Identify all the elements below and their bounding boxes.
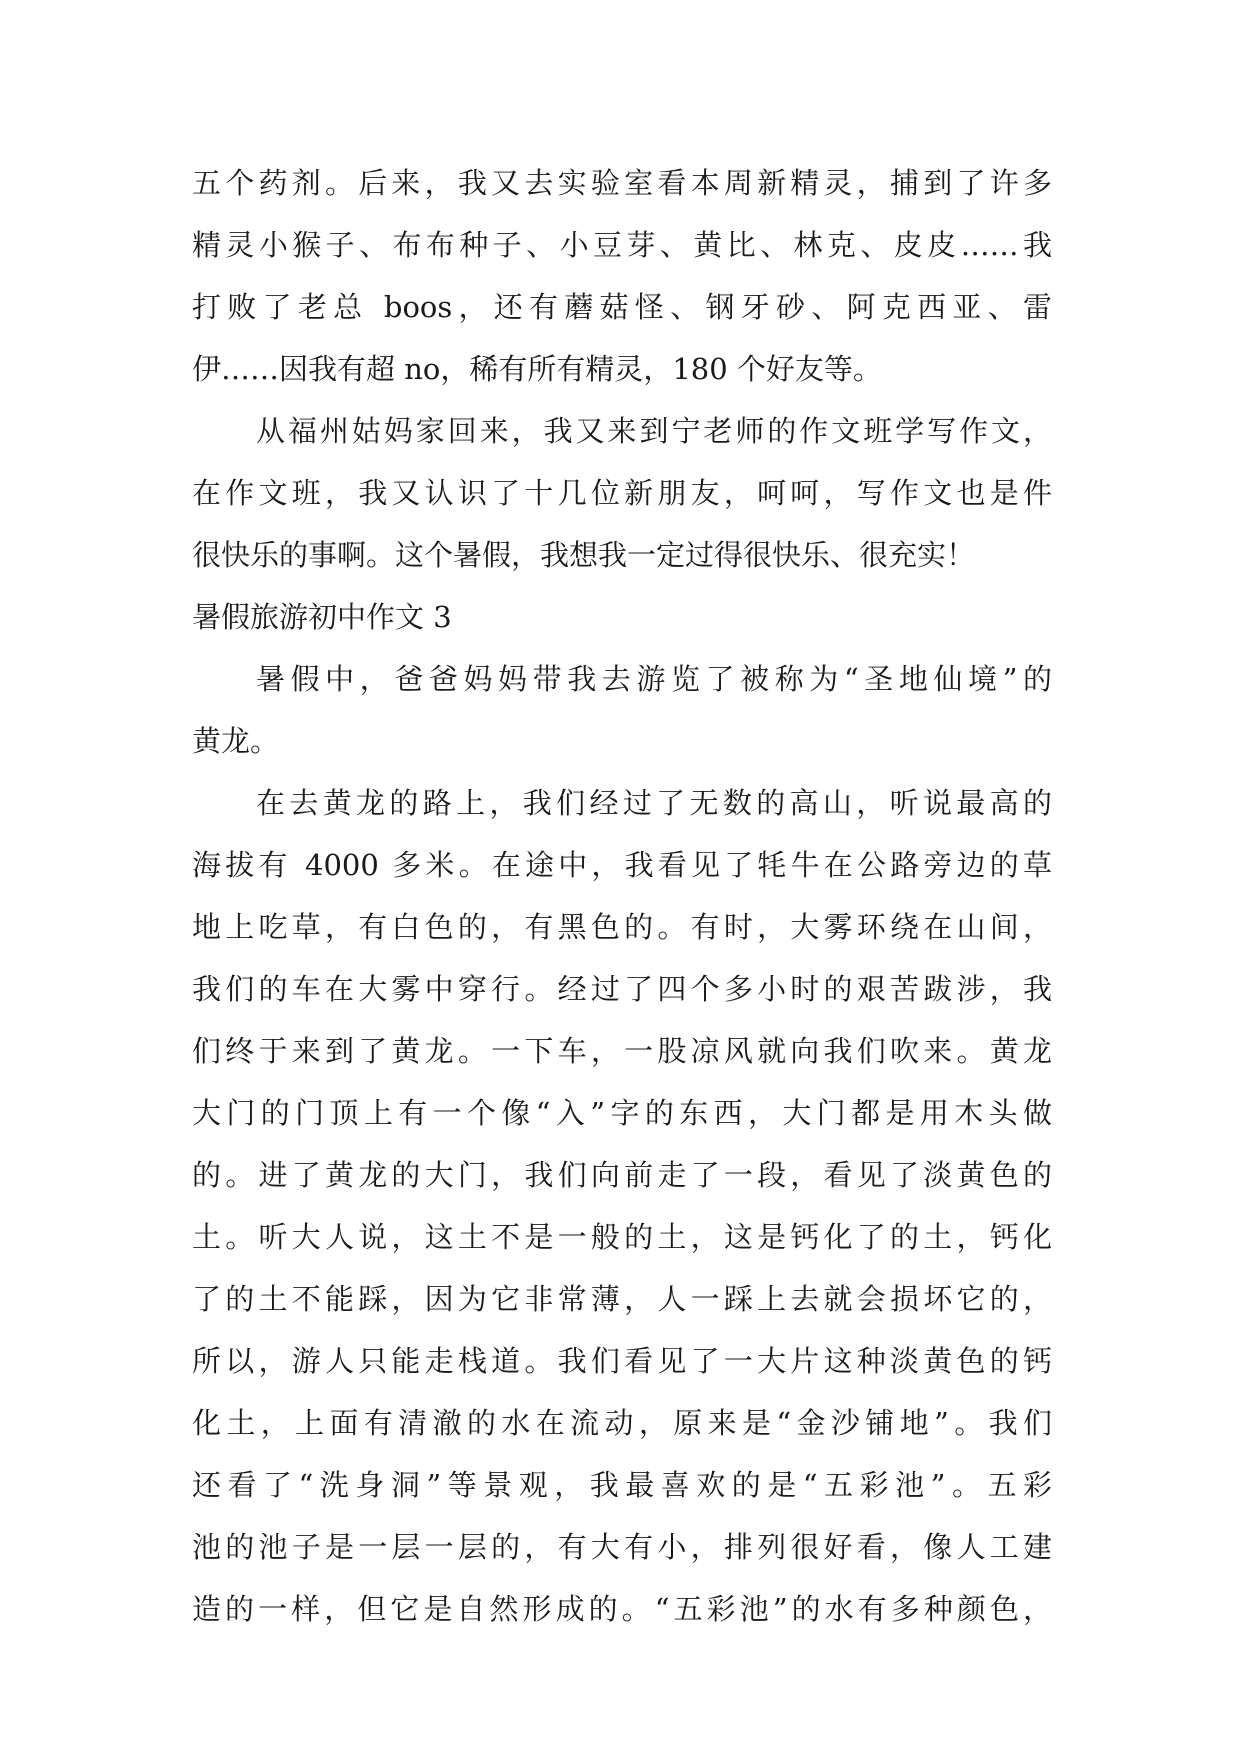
document-body — [192, 152, 1052, 1640]
text-line: 了的土不能踩，因为它非常薄，人一踩上去就会损坏它的， — [192, 1282, 1052, 1316]
section-heading: 暑假旅游初中作文 3 — [192, 600, 452, 634]
text-line: 很快乐的事啊。这个暑假，我想我一定过得很快乐、很充实！ — [192, 538, 976, 572]
text-line: 在作文班，我又认识了十几位新朋友，呵呵，写作文也是件 — [192, 476, 1052, 510]
text-line: 土。听大人说，这土不是一般的土，这是钙化了的土，钙化 — [192, 1220, 1052, 1254]
text-line: 池的池子是一层一层的，有大有小，排列很好看，像人工建 — [192, 1530, 1052, 1564]
text-line: 精灵小猴子、布布种子、小豆芽、黄比、林克、皮皮……我 — [192, 228, 1052, 262]
text-line: 黄龙。 — [192, 724, 280, 758]
text-line: 造的一样，但它是自然形成的。“五彩池”的水有多种颜色， — [192, 1592, 1052, 1626]
text-line: 还看了“洗身洞”等景观，我最喜欢的是“五彩池”。五彩 — [192, 1468, 1052, 1502]
paragraph-first-line: 从福州姑妈家回来，我又来到宁老师的作文班学写作文， — [256, 414, 1052, 448]
text-line: 海拔有 4000 多米。在途中，我看见了牦牛在公路旁边的草 — [192, 848, 1052, 882]
text-line: 伊……因我有超 no，稀有所有精灵，180 个好友等。 — [192, 352, 882, 386]
text-line: 大门的门顶上有一个像“入”字的东西，大门都是用木头做 — [192, 1096, 1052, 1130]
text-line: 的。进了黄龙的大门，我们向前走了一段，看见了淡黄色的 — [192, 1158, 1052, 1192]
text-line: 们终于来到了黄龙。一下车，一股凉风就向我们吹来。黄龙 — [192, 1034, 1052, 1068]
paragraph-first-line: 暑假中，爸爸妈妈带我去游览了被称为“圣地仙境”的 — [256, 662, 1052, 696]
text-line: 化土，上面有清澈的水在流动，原来是“金沙铺地”。我们 — [192, 1406, 1052, 1440]
text-line: 我们的车在大雾中穿行。经过了四个多小时的艰苦跋涉，我 — [192, 972, 1052, 1006]
text-line: 五个药剂。后来，我又去实验室看本周新精灵，捕到了许多 — [192, 166, 1052, 200]
text-line: 打败了老总 boos，还有蘑菇怪、钢牙砂、阿克西亚、雷 — [192, 290, 1052, 324]
paragraph-first-line: 在去黄龙的路上，我们经过了无数的高山，听说最高的 — [256, 786, 1052, 820]
text-line: 地上吃草，有白色的，有黑色的。有时，大雾环绕在山间， — [192, 910, 1052, 944]
text-line: 所以，游人只能走栈道。我们看见了一大片这种淡黄色的钙 — [192, 1344, 1052, 1378]
